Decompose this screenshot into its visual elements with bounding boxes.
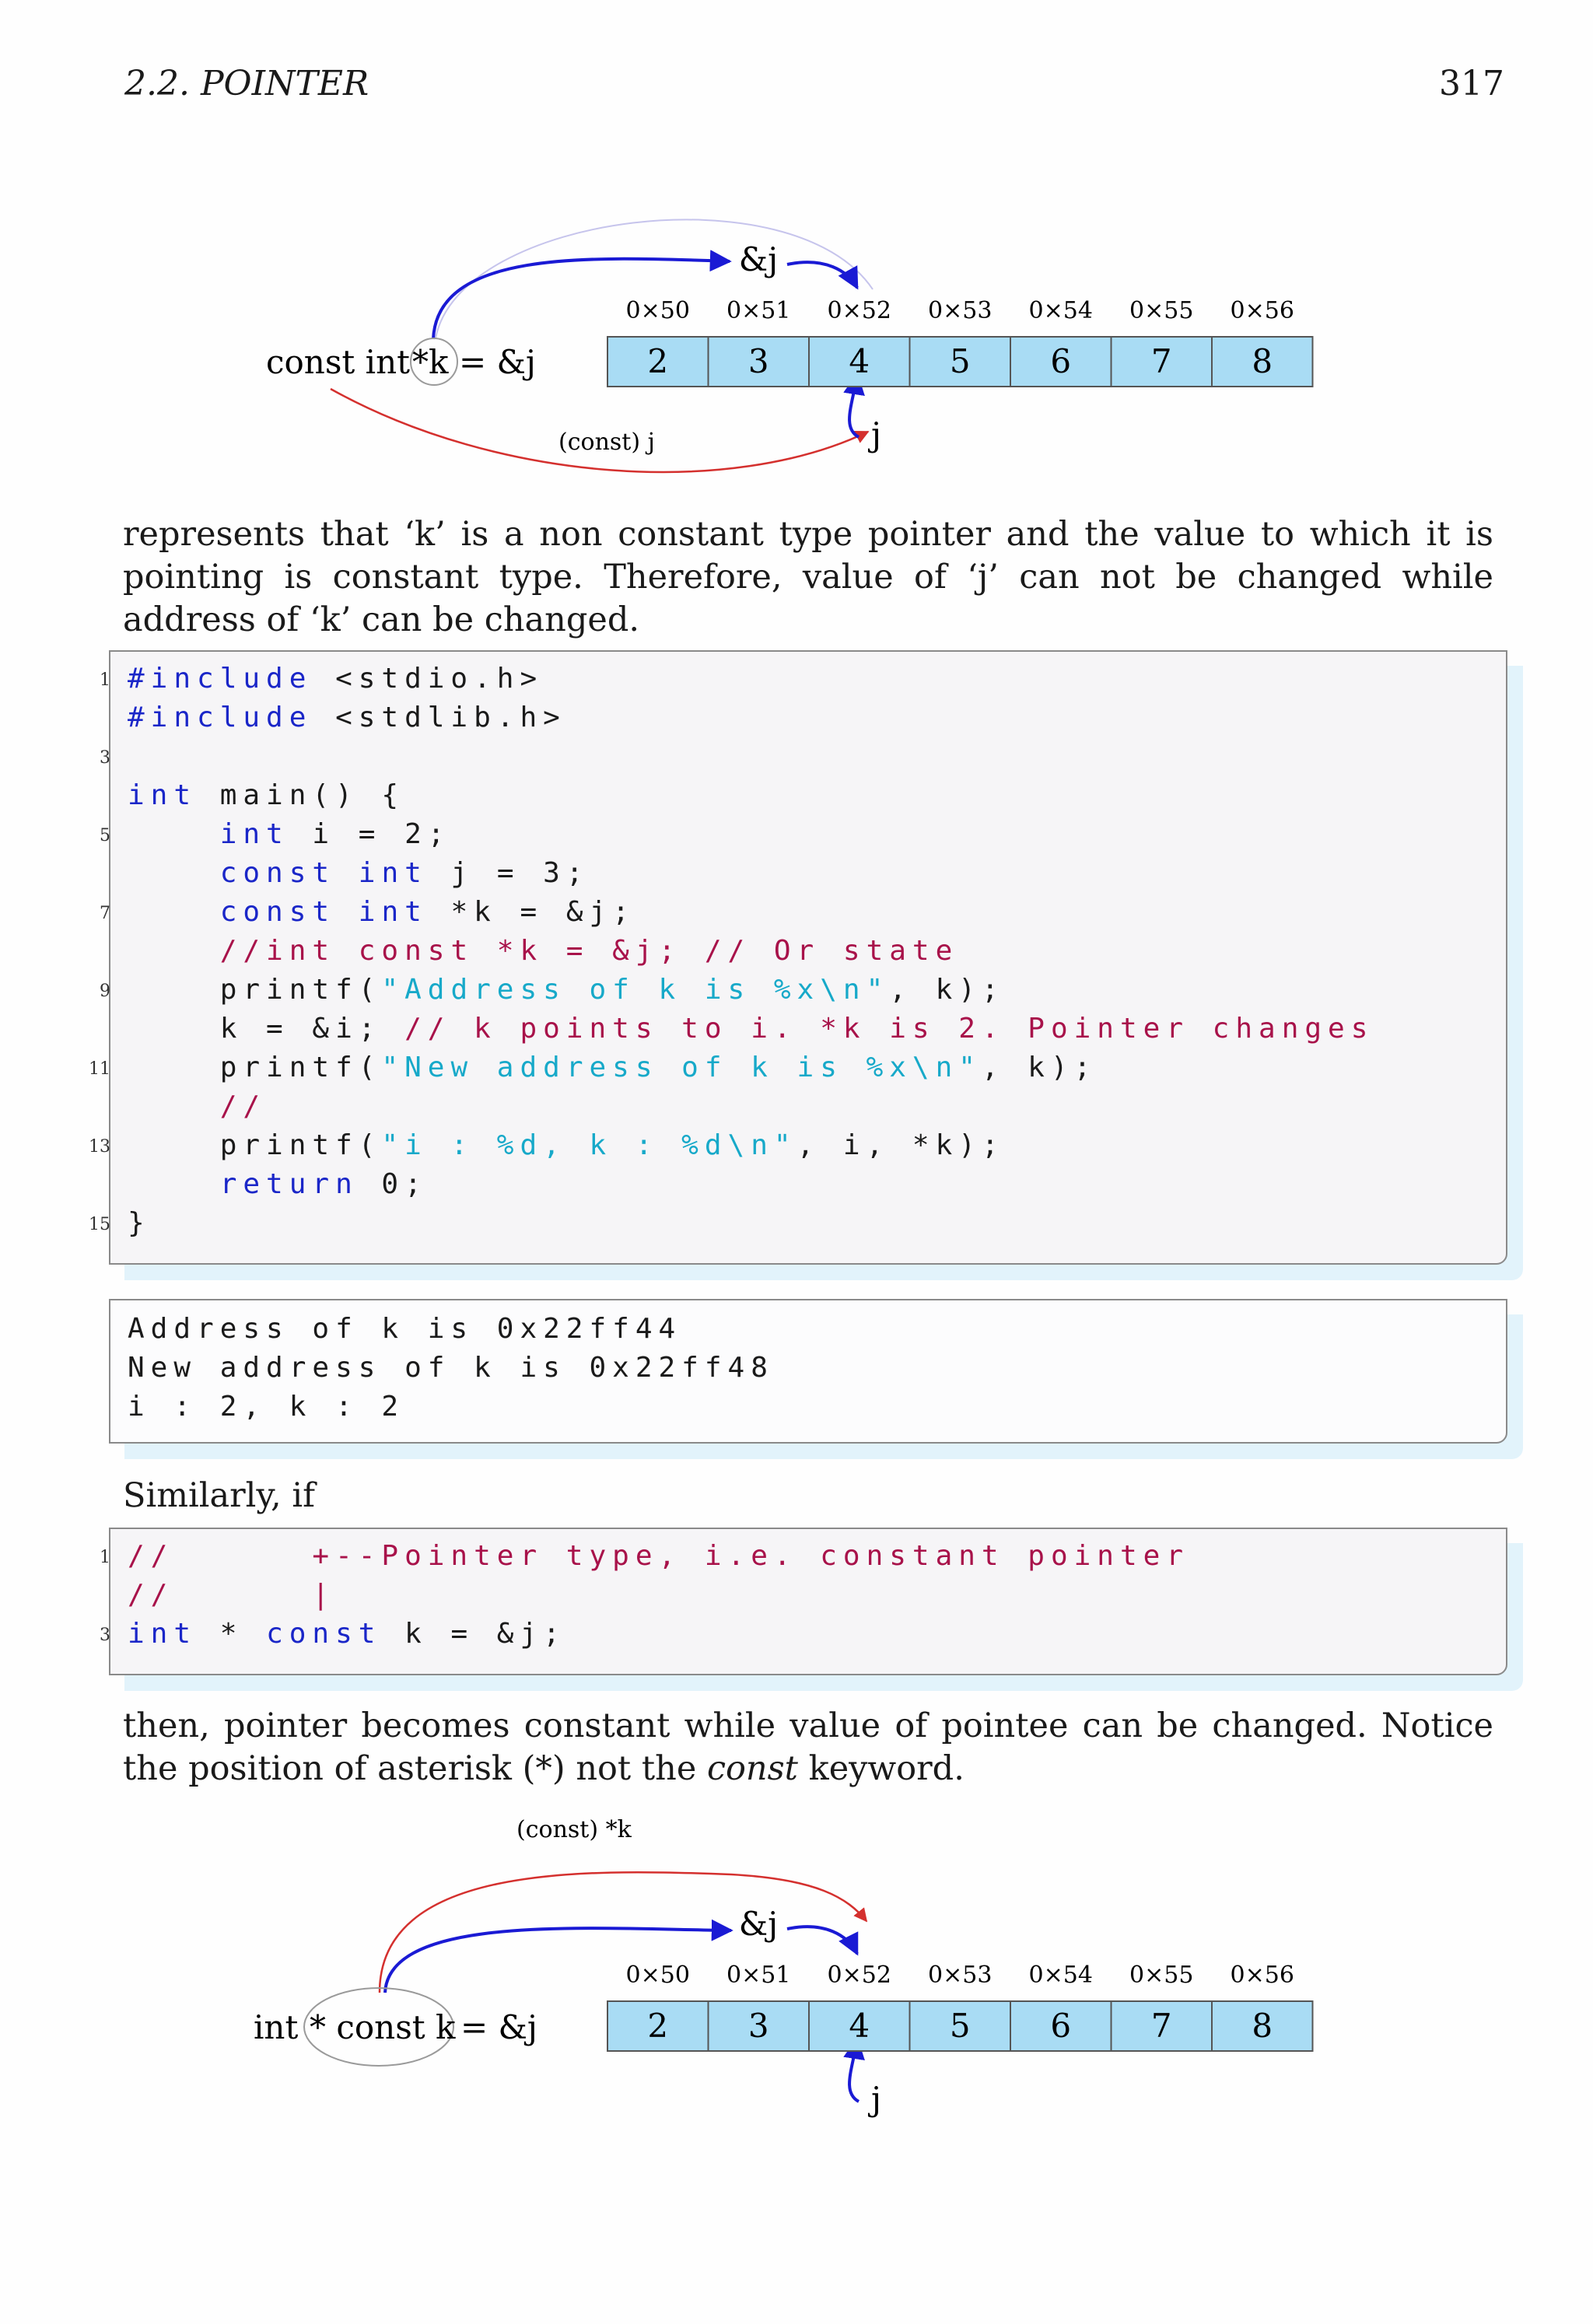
amp-j-label: &j bbox=[738, 1905, 779, 1943]
address-label: 0×52 bbox=[827, 297, 891, 324]
program-output bbox=[109, 1299, 1507, 1444]
code-token: int bbox=[358, 857, 428, 889]
diagram-pointer-to-const bbox=[0, 202, 1593, 513]
cell-value: 6 bbox=[1050, 2007, 1072, 2045]
code-token: #include bbox=[128, 663, 313, 695]
line-number: 13 bbox=[89, 1137, 110, 1157]
address-label: 0×51 bbox=[726, 1962, 791, 1989]
code-token bbox=[128, 1168, 220, 1200]
code-token: "New address of k is %x\n" bbox=[381, 1052, 982, 1083]
j-label: j bbox=[871, 415, 882, 453]
code-token: int bbox=[128, 1618, 198, 1650]
code-token: 0; bbox=[358, 1168, 428, 1200]
code-token: , i, *k); bbox=[796, 1129, 1005, 1161]
address-label: 0×53 bbox=[928, 297, 993, 324]
address-label: 0×55 bbox=[1129, 1962, 1194, 1989]
paragraph-explanation: represents that ‘k’ is a non constant type pointer and the value to which it is pointing is constant type. Therefore, value of ‘j’ can not be changed while address of ‘k’ can be changed. bbox=[123, 515, 1493, 639]
j-label: j bbox=[871, 2080, 882, 2118]
code-token: , k); bbox=[981, 1052, 1098, 1083]
code-line bbox=[128, 1310, 681, 1349]
code-line bbox=[128, 1087, 266, 1126]
code-token: "Address of k is %x\n" bbox=[381, 974, 890, 1006]
expr-var: *k bbox=[412, 343, 449, 381]
code-line bbox=[100, 660, 544, 698]
cell-value: 6 bbox=[1050, 342, 1072, 380]
expr-post: = &j bbox=[460, 2008, 537, 2046]
code-token: const bbox=[219, 857, 336, 889]
cell-value: 3 bbox=[747, 2007, 769, 2045]
cell-value: 5 bbox=[949, 342, 971, 380]
line-number: 3 bbox=[100, 1626, 110, 1645]
code-token: j = 3; bbox=[427, 857, 590, 889]
code-token: // +--Pointer type, i.e. constant pointer bbox=[128, 1540, 1189, 1572]
red-arrow-const-k bbox=[380, 1872, 867, 1993]
code-token: printf( bbox=[128, 1052, 382, 1083]
p3-text-before: then, pointer becomes constant while value of pointee can be changed. Notice the position of asterisk (*) not the bbox=[123, 1706, 1493, 1788]
expr-pre: int bbox=[254, 2008, 299, 2046]
memory-cells bbox=[607, 1962, 1313, 2051]
code-token: <stdlib.h> bbox=[312, 702, 566, 733]
address-label: 0×50 bbox=[625, 1962, 690, 1989]
code-token bbox=[128, 896, 220, 928]
code-token: int bbox=[358, 896, 428, 928]
cell-value: 3 bbox=[747, 342, 769, 380]
code-token: i : 2, k : 2 bbox=[128, 1391, 405, 1423]
line-number: 3 bbox=[100, 748, 110, 768]
code-token: k = &i; bbox=[128, 1013, 405, 1045]
code-token: #include bbox=[128, 702, 313, 733]
address-label: 0×55 bbox=[1129, 297, 1194, 324]
address-label: 0×56 bbox=[1230, 1962, 1294, 1989]
cell-value: 2 bbox=[647, 2007, 669, 2045]
code-line bbox=[100, 893, 635, 932]
code-token: <stdio.h> bbox=[312, 663, 544, 695]
code-token: "i : %d, k : %d\n" bbox=[381, 1129, 797, 1161]
code-line bbox=[100, 815, 451, 854]
cell-value: 5 bbox=[949, 2007, 971, 2045]
address-label: 0×52 bbox=[827, 1962, 891, 1989]
code-token: *k = &j; bbox=[427, 896, 635, 928]
line-number: 9 bbox=[100, 982, 110, 1001]
code-listing bbox=[89, 650, 1507, 1265]
cell-value: 4 bbox=[849, 2007, 870, 2045]
paragraph-const-pointer bbox=[123, 1705, 1493, 1790]
cell-value: 7 bbox=[1150, 2007, 1172, 2045]
code-token: main() { bbox=[197, 779, 405, 811]
blue-arrow-amp-to-cell bbox=[787, 1927, 857, 1954]
code-token: printf( bbox=[128, 974, 382, 1006]
code-token: // bbox=[219, 1090, 267, 1122]
paragraph-similarly: Similarly, if bbox=[123, 1476, 316, 1515]
code-token: int bbox=[128, 779, 198, 811]
address-label: 0×51 bbox=[726, 297, 791, 324]
address-label: 0×54 bbox=[1028, 297, 1093, 324]
code-token: // | bbox=[128, 1579, 336, 1611]
int-const-pointer-expression bbox=[254, 2008, 537, 2046]
code-token: i = 2; bbox=[289, 818, 451, 850]
code-token: printf( bbox=[128, 1129, 382, 1161]
address-label: 0×56 bbox=[1230, 297, 1294, 324]
cell-value: 8 bbox=[1252, 2007, 1273, 2045]
code-line bbox=[100, 971, 1005, 1010]
code-line bbox=[128, 1576, 335, 1615]
section-header: 2.2. POINTER bbox=[124, 64, 369, 103]
code-token bbox=[128, 935, 220, 967]
code-line bbox=[128, 932, 958, 971]
line-number: 1 bbox=[100, 1548, 110, 1567]
code-token: Address of k is 0x22ff44 bbox=[128, 1313, 682, 1345]
blue-arrow-amp-to-cell bbox=[787, 262, 857, 288]
code-token: //int const *k = &j; // Or state bbox=[219, 935, 959, 967]
address-label: 0×54 bbox=[1028, 1962, 1093, 1989]
code-token: // k points to i. *k is 2. Pointer changes bbox=[404, 1013, 1374, 1045]
code-line bbox=[128, 1388, 404, 1426]
code-line bbox=[100, 1537, 1189, 1576]
code-token bbox=[335, 896, 359, 928]
code-line bbox=[89, 1204, 151, 1243]
code-token bbox=[128, 818, 220, 850]
p3-text-after: keyword. bbox=[797, 1749, 965, 1788]
code-token: } bbox=[128, 1207, 151, 1239]
const-pointer-expression bbox=[266, 343, 536, 381]
code-line bbox=[128, 1349, 774, 1388]
code-token: , k); bbox=[889, 974, 1005, 1006]
code-token: int bbox=[219, 818, 289, 850]
cell-value: 4 bbox=[849, 342, 870, 380]
code-line bbox=[128, 698, 566, 737]
expr-var: * const k bbox=[310, 2008, 456, 2046]
const-k-label: (const) *k bbox=[516, 1816, 632, 1843]
code-token bbox=[335, 857, 359, 889]
amp-j-label: &j bbox=[738, 240, 779, 278]
expr-post: = &j bbox=[459, 343, 536, 381]
cell-value: 2 bbox=[647, 342, 669, 380]
code-line bbox=[89, 1126, 1005, 1165]
line-number: 1 bbox=[100, 670, 110, 690]
code-line bbox=[128, 1010, 1374, 1048]
code-token: k = &j; bbox=[381, 1618, 566, 1650]
cell-value: 7 bbox=[1150, 342, 1172, 380]
code-token bbox=[128, 1090, 220, 1122]
code-line bbox=[128, 776, 404, 815]
code-token: const bbox=[219, 896, 336, 928]
cell-value: 8 bbox=[1252, 342, 1273, 380]
code-line bbox=[100, 1615, 566, 1654]
code-line bbox=[128, 1165, 428, 1204]
line-number: 11 bbox=[89, 1059, 110, 1079]
code-token: return bbox=[219, 1168, 359, 1200]
line-number: 5 bbox=[100, 826, 110, 845]
code-token: const bbox=[266, 1618, 382, 1650]
code-token bbox=[128, 857, 220, 889]
const-j-label: (const) j bbox=[558, 429, 655, 456]
p3-emph: const bbox=[706, 1749, 798, 1788]
page-number: 317 bbox=[1439, 64, 1504, 103]
code-line bbox=[89, 1048, 1098, 1087]
address-label: 0×50 bbox=[625, 297, 690, 324]
code-listing-const-pointer bbox=[100, 1528, 1507, 1675]
line-number: 15 bbox=[89, 1215, 110, 1234]
diagram-const-pointer bbox=[0, 1812, 1593, 2139]
code-token: * bbox=[197, 1618, 267, 1650]
code-line bbox=[128, 854, 590, 893]
address-label: 0×53 bbox=[928, 1962, 993, 1989]
expr-pre: const int bbox=[266, 343, 411, 381]
code-token: New address of k is 0x22ff48 bbox=[128, 1352, 774, 1384]
line-number: 7 bbox=[100, 904, 110, 923]
memory-cells bbox=[607, 297, 1313, 387]
